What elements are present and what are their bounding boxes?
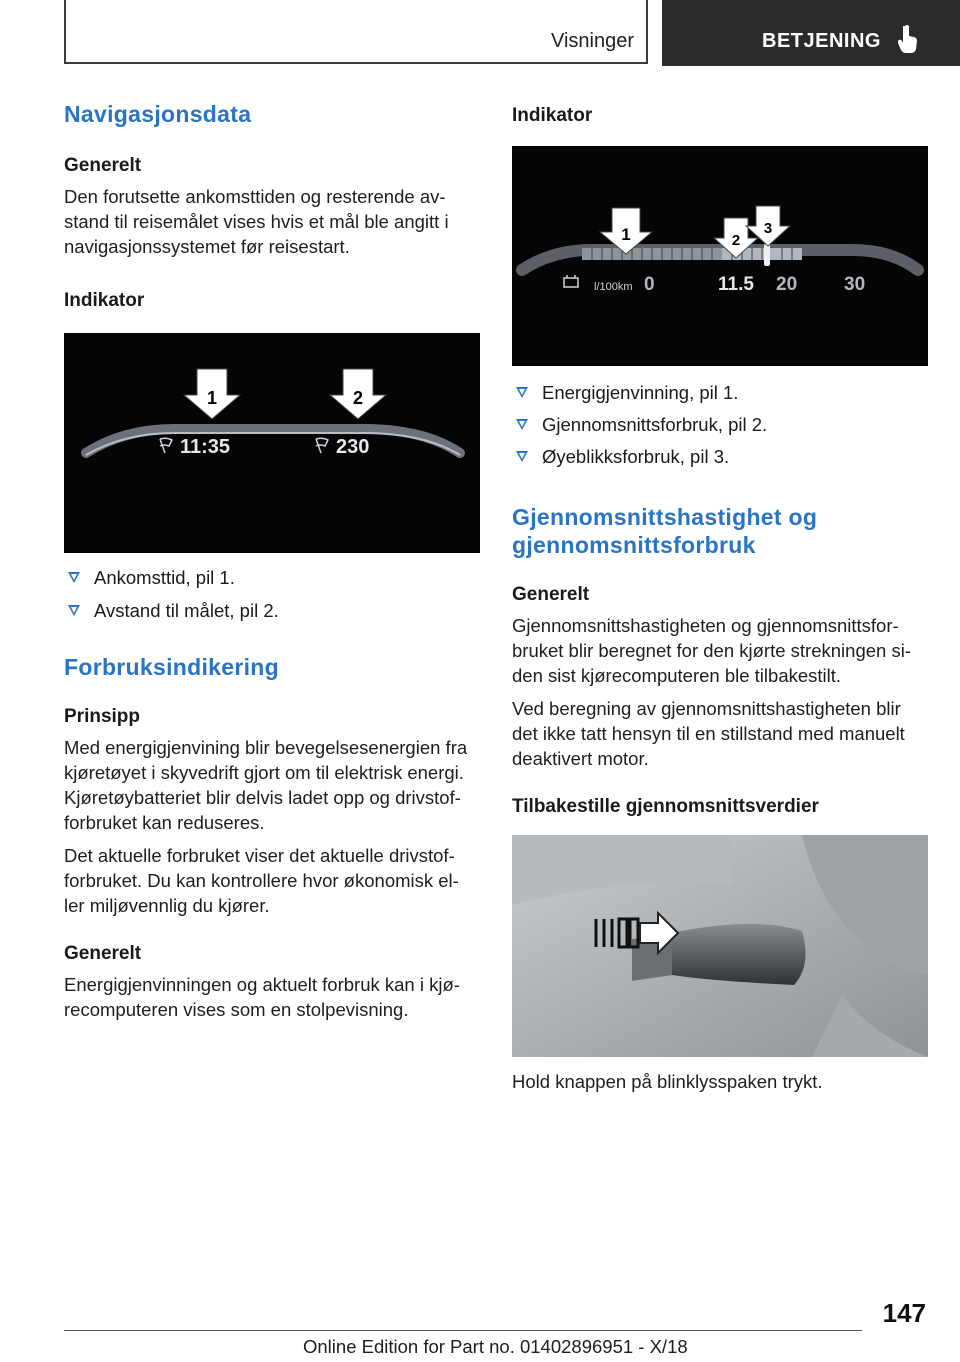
average-title: Gjennomsnittshastighet og gjennomsnittsforbruk (512, 504, 818, 558)
triangle-bullet-icon (516, 387, 528, 398)
footer-divider (64, 1330, 862, 1331)
list-item: Gjennomsnittsforbruk, pil 2. (512, 412, 928, 437)
list-item: Ankomsttid, pil 1. (64, 565, 480, 590)
list-item: Energigjenvinning, pil 1. (512, 380, 928, 405)
header-section-box (64, 0, 648, 64)
principle-text-2: Det aktuelle forbruket viser det aktuelle drivstof- forbruket. Du kan kontrollere hvor økonomisk el- ler miljøvennlig du kjører. (64, 845, 459, 916)
triangle-bullet-icon (68, 605, 80, 616)
remaining-distance: 230 (336, 436, 370, 458)
indicator-heading: Indikator (64, 290, 145, 311)
hand-pointer-icon (898, 24, 918, 54)
triangle-bullet-icon (516, 451, 528, 462)
nav-display-image (64, 333, 480, 553)
consumption-title: Forbruksindikering (64, 654, 279, 680)
gauge-tick-20: 20 (776, 274, 798, 295)
triangle-bullet-icon (516, 419, 528, 430)
header-chapter-title: BETJENING (762, 30, 881, 52)
list-item: Øyeblikksforbruk, pil 3. (512, 444, 928, 469)
average-text-2: Ved beregning av gjennomsnittshastigheten blir det ikke tatt hensyn til en stillstand med manuelt deaktivert motor. (512, 698, 905, 769)
principle-text: Med energigjenvining blir bevegelsesenergien fra kjøretøyet i skyvedrift gjort om til elektrisk energi. Kjøretøybatteriet blir delvis ladet opp og drivstof- forbruket kan reduseres. (64, 737, 468, 833)
general-heading-2: Generelt (64, 943, 142, 964)
page-number: 147 (882, 1298, 926, 1328)
svg-text:2: 2 (352, 388, 364, 408)
header-chapter-tab (662, 0, 960, 66)
gauge-unit: l/100km (594, 281, 633, 293)
svg-text:1: 1 (206, 388, 218, 408)
footer-edition: Online Edition for Part no. 01402896951 - X/18 (303, 1336, 688, 1357)
reset-caption: Hold knappen på blinklysspaken trykt. (512, 1071, 823, 1092)
principle-heading: Prinsipp (64, 706, 141, 727)
gauge-tick-0: 0 (644, 274, 655, 295)
list-item: Avstand til målet, pil 2. (64, 598, 480, 623)
nav-data-title: Navigasjonsdata (64, 101, 252, 127)
triangle-bullet-icon (68, 572, 80, 583)
header-section-title: Visninger (550, 30, 634, 52)
right-column (512, 100, 928, 1094)
gauge-current-value: 11.5 (718, 274, 754, 295)
indicator-heading-right: Indikator (512, 105, 593, 126)
turn-signal-lever-image (512, 835, 928, 1057)
left-column (64, 100, 480, 1022)
general-text-2: Energigjenvinningen og aktuelt forbruk kan i kjø- recomputeren vises som en stolpevisning. (64, 974, 460, 1020)
average-text: Gjennomsnittshastigheten og gjennomsnittsfor- bruket blir beregnet for den kjørte strekningen si- den sist kjørecomputeren ble tilbakestilt. (512, 615, 911, 686)
svg-text:2: 2 (731, 232, 741, 249)
general-text: Den forutsette ankomsttiden og resterende av- stand til reisemålet vises hvis et mål ble angitt i navigasjonssystemet før reisestart. (64, 186, 449, 257)
svg-text:3: 3 (763, 220, 773, 237)
general-heading: Generelt (64, 155, 142, 176)
svg-text:1: 1 (621, 225, 631, 244)
consumption-gauge-image (512, 146, 928, 366)
arrival-time: 11:35 (180, 436, 231, 458)
gauge-tick-30: 30 (844, 274, 866, 295)
reset-heading: Tilbakestille gjennomsnittsverdier (512, 796, 819, 817)
average-general-heading: Generelt (512, 584, 590, 605)
